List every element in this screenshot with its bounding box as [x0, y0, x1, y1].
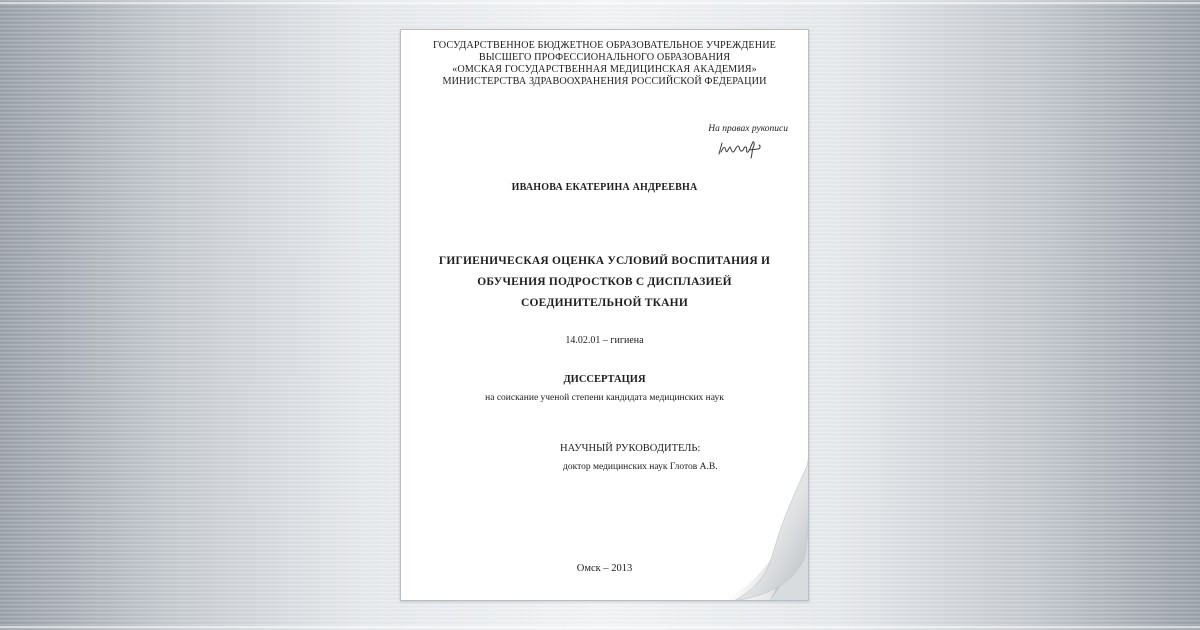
- supervisor-name: доктор медицинских наук Глотов А.В.: [563, 462, 718, 472]
- page-curl: [714, 451, 809, 601]
- bottom-frame-line: [0, 626, 1200, 628]
- dissertation-title-line-3: СОЕДИНИТЕЛЬНОЙ ТКАНИ: [521, 297, 688, 309]
- dissertation-title-line-2: ОБУЧЕНИЯ ПОДРОСТКОВ С ДИСПЛАЗИЕЙ: [477, 276, 732, 288]
- dissertation-title-line-1: ГИГИЕНИЧЕСКАЯ ОЦЕНКА УСЛОВИЙ ВОСПИТАНИЯ И: [438, 255, 771, 267]
- document-type: ДИССЕРТАЦИЯ: [563, 374, 646, 385]
- supervisor-label: НАУЧНЫЙ РУКОВОДИТЕЛЬ:: [560, 443, 701, 454]
- degree-description: на соискание ученой степени кандидата медицинских наук: [485, 393, 724, 403]
- institution-line-1: ГОСУДАРСТВЕННОЕ БЮДЖЕТНОЕ ОБРАЗОВАТЕЛЬНОЕ УЧРЕЖДЕНИЕ: [433, 40, 776, 51]
- city-year: Омск – 2013: [576, 563, 633, 574]
- manuscript-note: На правах рукописи: [708, 124, 788, 134]
- institution-line-2: ВЫСШЕГО ПРОФЕССИОНАЛЬНОГО ОБРАЗОВАНИЯ: [478, 52, 731, 63]
- specialty-code: 14.02.01 – гигиена: [565, 335, 644, 346]
- author-name: ИВАНОВА ЕКАТЕРИНА АНДРЕЕВНА: [511, 182, 698, 193]
- handwritten-signature: [716, 138, 766, 160]
- dissertation-title-page: [400, 29, 809, 601]
- top-frame-line: [0, 2, 1200, 4]
- institution-line-3: «ОМСКАЯ ГОСУДАРСТВЕННАЯ МЕДИЦИНСКАЯ АКАДЕМИЯ»: [452, 64, 757, 75]
- institution-line-4: МИНИСТЕРСТВА ЗДРАВООХРАНЕНИЯ РОССИЙСКОЙ ФЕДЕРАЦИИ: [442, 76, 767, 87]
